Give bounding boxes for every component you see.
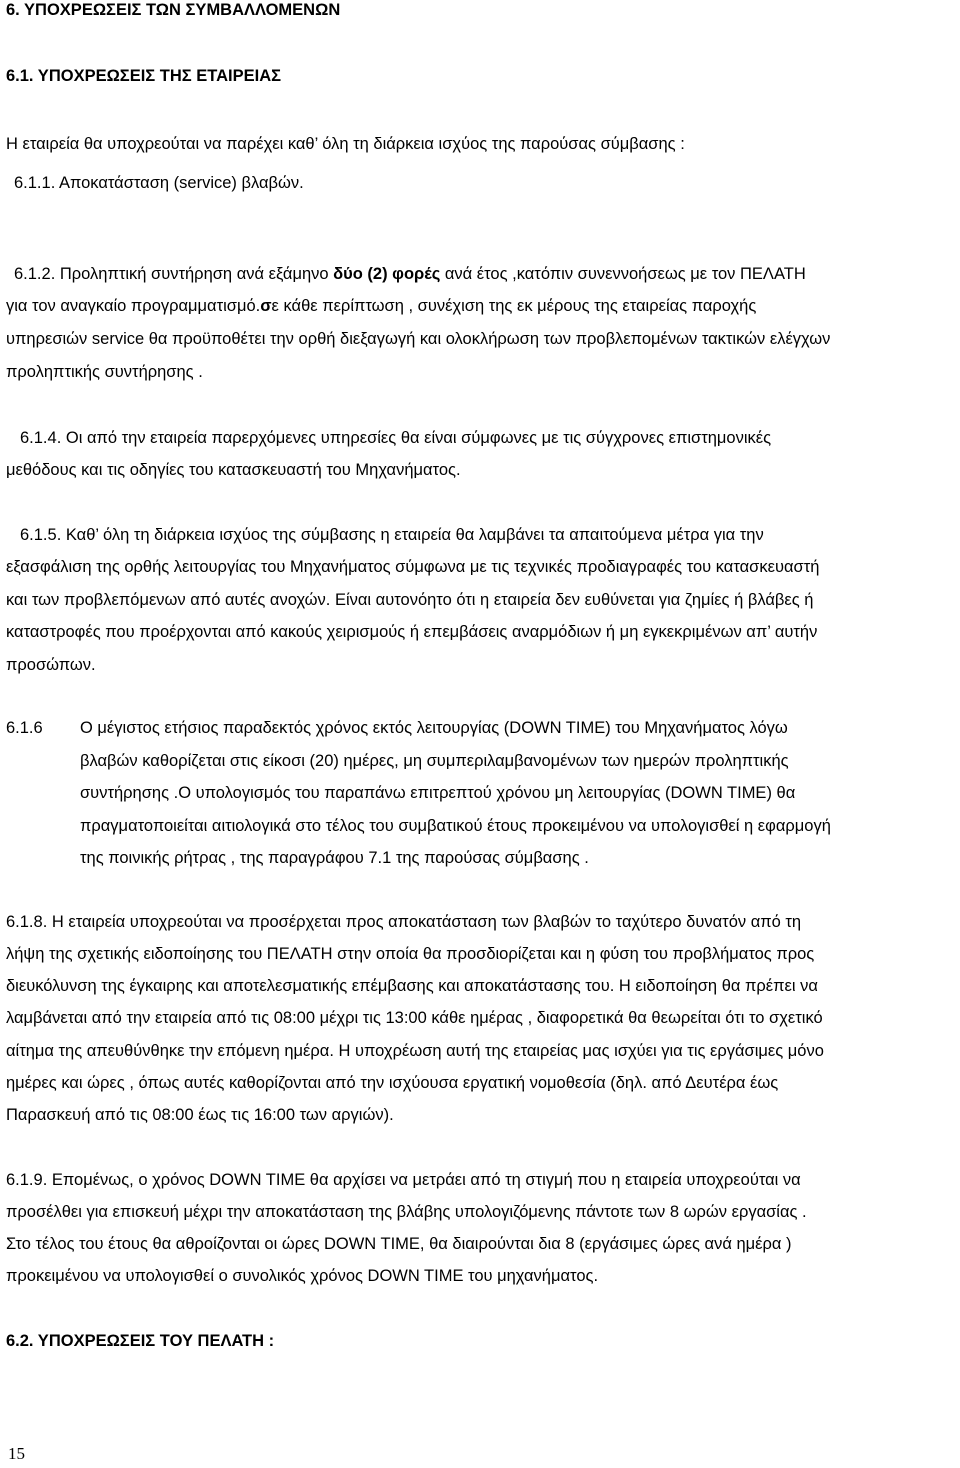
item-6-1-6-number: 6.1.6 <box>6 719 43 737</box>
item-6-1-2-text-b: ανά έτος ,κατόπιν συνεννοήσεως με τον ΠΕΛΑΤΗ <box>440 265 806 283</box>
item-6-1-2-line-4: προληπτικής συντήρησης . <box>6 363 203 381</box>
item-6-1-2-line-1 <box>14 264 956 284</box>
item-6-1-6-line-4: πραγματοποιείται αιτιολογικά στο τέλος του συμβατικού έτους προκειμένου να υπολογισθεί η εφαρμογή <box>80 817 831 835</box>
item-6-1-6-line-2: βλαβών καθορίζεται στις είκοσι (20) ημέρες, μη συμπεριλαμβανομένων των ημερών προληπτικής <box>80 752 789 770</box>
document-page <box>6 0 956 1468</box>
item-6-1-8-line-2: λήψη της σχετικής ειδοποίησης του ΠΕΛΑΤΗ στην οποία θα προσδιορίζεται και η φύση του προβλήματος προς <box>6 945 815 963</box>
intro-paragraph: Η εταιρεία θα υποχρεούται να παρέχει καθ’ όλη τη διάρκεια ισχύος της παρούσας σύμβασης : <box>6 135 685 153</box>
item-6-1-6-line-5: της ποινικής ρήτρας , της παραγράφου 7.1 της παρούσας σύμβασης . <box>80 849 589 867</box>
section-heading-client: 6.2. ΥΠΟΧΡΕΩΣΕΙΣ ΤΟΥ ΠΕΛΑΤΗ : <box>6 1332 275 1350</box>
item-6-1-8-line-7: Παρασκευή από τις 08:00 έως τις 16:00 των αργιών). <box>6 1106 394 1124</box>
item-6-1-9-line-1: 6.1.9. Επομένως, ο χρόνος DOWN TIME θα αρχίσει να μετράει από τη στιγμή που η εταιρεία υποχρεούται να <box>6 1171 801 1189</box>
item-6-1-8-line-6: ημέρες και ώρες , όπως αυτές καθορίζονται από την ισχύουσα εργατική νομοθεσία (δηλ. από Δευτέρα έως <box>6 1074 779 1092</box>
item-6-1-2-bold: δύο (2) φορές <box>333 265 441 283</box>
item-6-1-6-line-3: συντήρησης .Ο υπολογισμός του παραπάνω επιτρεπτού χρόνου μη λειτουργίας (DOWN TIME) θα <box>80 784 796 802</box>
section-heading-company: 6.1. ΥΠΟΧΡΕΩΣΕΙΣ ΤΗΣ ΕΤΑΙΡΕΙΑΣ <box>6 67 282 85</box>
item-6-1-2-line-3: υπηρεσιών service θα προϋποθέτει την ορθή διεξαγωγή και ολοκλήρωση των προβλεπομένων τακτικών ελέγχων <box>6 330 831 348</box>
item-6-1-2-line-2-bold: σ <box>260 297 272 315</box>
section-heading-obligations: 6. ΥΠΟΧΡΕΩΣΕΙΣ ΤΩΝ ΣΥΜΒΑΛΛΟΜΕΝΩΝ <box>6 1 341 19</box>
item-6-1-1: 6.1.1. Αποκατάσταση (service) βλαβών. <box>14 174 304 192</box>
item-6-1-2-line-2-b: ε κάθε περίπτωση , συνέχιση της εκ μέρους της εταιρείας παροχής <box>271 297 757 315</box>
item-6-1-9-line-2: προσέλθει για επισκευή μέχρι την αποκατάσταση της βλάβης υπολογιζόμενης πάντοτε των 8 ωρών εργασίας . <box>6 1203 807 1221</box>
item-6-1-8-line-5: αίτημα της απευθύνθηκε την επόμενη ημέρα. Η υποχρέωση αυτή της εταιρείας μας ισχύει για τις εργάσιμες μόνο <box>6 1042 824 1060</box>
item-6-1-5-line-2: εξασφάλιση της ορθής λειτουργίας του Μηχανήματος σύμφωνα με τις τεχνικές προδιαγραφές του κατασκευαστή <box>6 558 820 576</box>
item-6-1-4-line-1: 6.1.4. Οι από την εταιρεία παρερχόμενες υπηρεσίες θα είναι σύμφωνες με τις σύγχρονες επιστημονικές <box>20 429 772 447</box>
item-6-1-2-line-2 <box>6 296 756 316</box>
item-6-1-2-line-2-a: για τον αναγκαίο προγραμματισμό. <box>6 297 261 315</box>
item-6-1-6-line-1: Ο μέγιστος ετήσιος παραδεκτός χρόνος εκτός λειτουργίας (DOWN TIME) του Μηχανήματος λόγω <box>80 719 788 737</box>
item-6-1-5-line-5: προσώπων. <box>6 656 96 674</box>
item-6-1-9-line-3: Στο τέλος του έτους θα αθροίζονται οι ώρες DOWN TIME, θα διαιρούνται δια 8 (εργάσιμες ώρες ανά ημέρα ) <box>6 1235 792 1253</box>
item-6-1-5-line-3: και των προβλεπόμενων από αυτές ανοχών. Είναι αυτονόητο ότι η εταιρεία δεν ευθύνεται για ζημίες ή βλάβες ή <box>6 591 814 609</box>
item-6-1-9-line-4: προκειμένου να υπολογισθεί ο συνολικός χρόνος DOWN TIME του μηχανήματος. <box>6 1267 599 1285</box>
page-number: 15 <box>8 1444 25 1463</box>
item-6-1-5-line-4: καταστροφές που προέρχονται από κακούς χειρισμούς ή επεμβάσεις αναρμόδιων ή μη εγκεκριμένων απ’ αυτήν <box>6 623 818 641</box>
item-6-1-4-line-2: μεθόδους και τις οδηγίες του κατασκευαστή του Μηχανήματος. <box>6 461 461 479</box>
item-6-1-8-line-3: διευκόλυνση της έγκαιρης και αποτελεσματικής επέμβασης και αποκατάστασης του. Η ειδοποίηση θα πρέπει να <box>6 977 818 995</box>
item-6-1-2-text-a: 6.1.2. Προληπτική συντήρηση ανά εξάμηνο <box>14 265 334 283</box>
item-6-1-8-line-4: λαμβάνεται από την εταιρεία από τις 08:00 μέχρι τις 13:00 κάθε ημέρας , διαφορετικά θα θεωρείται ότι το σχετικό <box>6 1009 823 1027</box>
item-6-1-5-line-1: 6.1.5. Καθ’ όλη τη διάρκεια ισχύος της σύμβασης η εταιρεία θα λαμβάνει τα απαιτούμενα μέτρα για την <box>20 526 764 544</box>
item-6-1-8-line-1: 6.1.8. Η εταιρεία υποχρεούται να προσέρχεται προς αποκατάσταση των βλαβών το ταχύτερο δυνατόν από τη <box>6 913 802 931</box>
